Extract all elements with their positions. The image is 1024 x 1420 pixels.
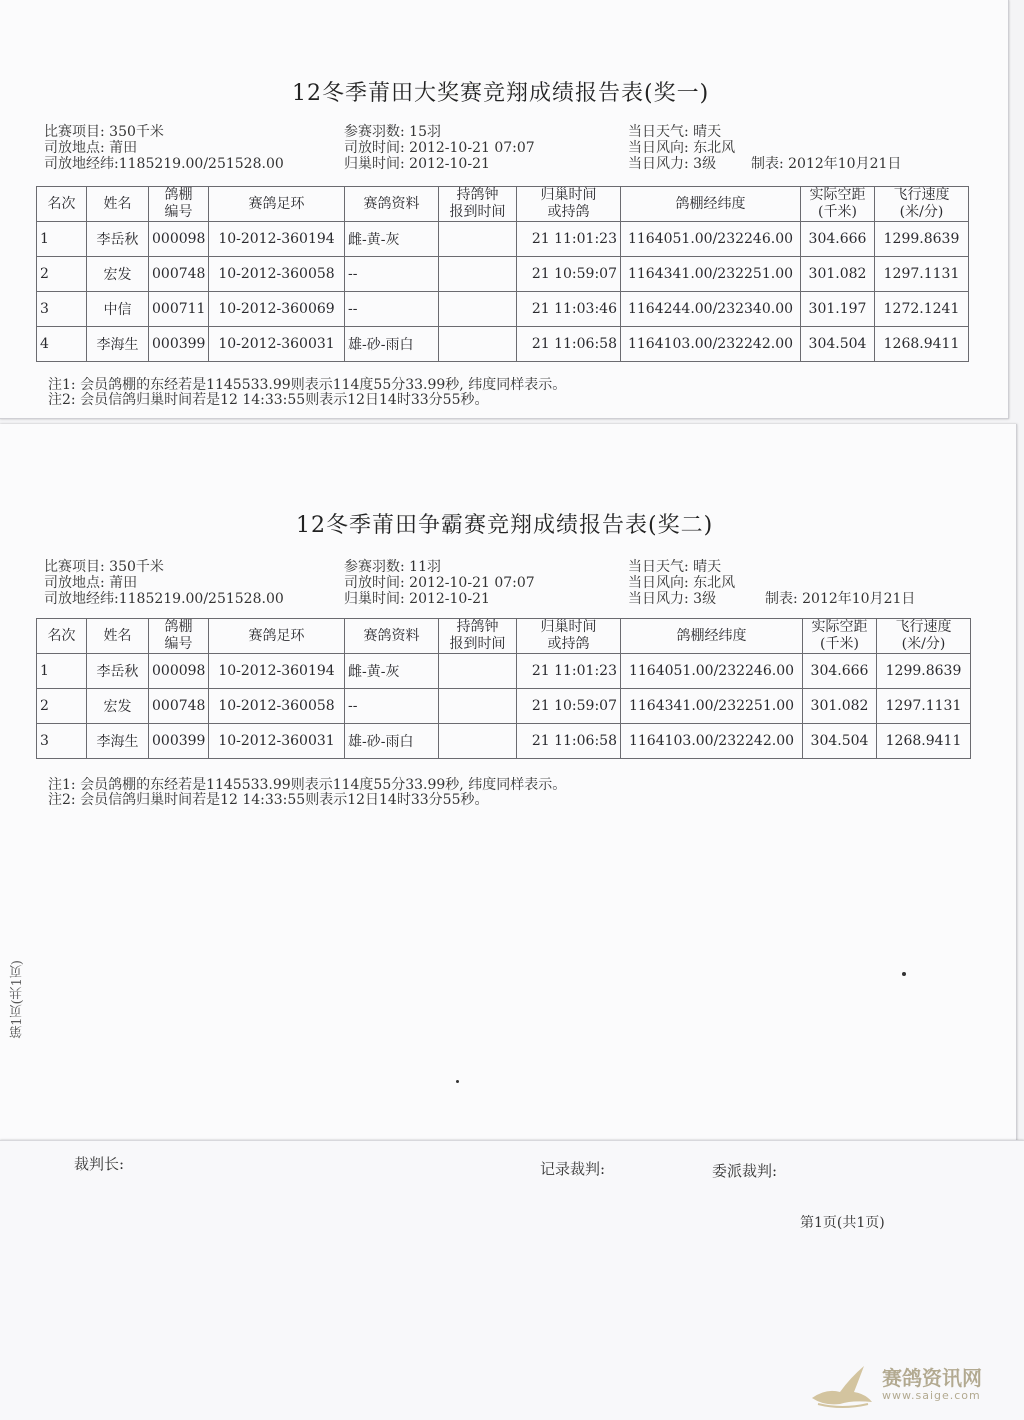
cell-info: 雄-砂-雨白 <box>345 724 439 759</box>
cell-clock <box>439 689 517 724</box>
table-row <box>37 724 971 759</box>
cell-arrival: 21 10:59:07 <box>517 257 621 292</box>
chief-judge-label: 裁判长: <box>74 1155 125 1173</box>
report-2-notes <box>48 778 566 808</box>
cell-name: 宏发 <box>87 689 149 724</box>
cell-distance: 304.504 <box>803 724 877 759</box>
note-1: 注1: 会员鸽棚的东经若是1145533.99则表示114度55分33.99秒, 纬度同样表示。 <box>48 377 567 393</box>
cell-ring: 10-2012-360069 <box>209 292 345 327</box>
cell-rank: 4 <box>37 327 87 362</box>
report-1-notes <box>48 378 566 408</box>
release-place: 司放地点: 莆田 <box>44 575 138 591</box>
cell-distance: 304.666 <box>803 654 877 689</box>
cell-distance: 304.666 <box>801 222 875 257</box>
col-name: 姓名 <box>87 619 149 654</box>
cell-arrival: 21 11:01:23 <box>517 654 621 689</box>
cell-info: -- <box>345 689 439 724</box>
cell-name: 宏发 <box>87 257 149 292</box>
cell-speed: 1299.8639 <box>877 654 971 689</box>
watermark-name: 赛鸽资讯网 <box>882 1365 982 1390</box>
cell-coords: 1164103.00/232242.00 <box>621 327 801 362</box>
table-row <box>37 222 969 257</box>
report-2-title: 12冬季莆田争霸赛竞翔成绩报告表(奖二) <box>296 513 714 538</box>
cell-info: -- <box>345 292 439 327</box>
entries: 参赛羽数: 15羽 <box>344 124 441 140</box>
note-2: 注2: 会员信鸽归巢时间若是12 14:33:55则表示12日14时33分55秒。 <box>48 792 489 808</box>
results-table-1 <box>36 186 969 362</box>
release-time: 司放时间: 2012-10-21 07:07 <box>344 575 535 591</box>
event: 比赛项目: 350千米 <box>44 124 164 140</box>
cell-name: 中信 <box>87 292 149 327</box>
release-place: 司放地点: 莆田 <box>44 140 138 156</box>
made-date: 制表: 2012年10月21日 <box>750 156 902 172</box>
watermark-url: www.saige.com <box>882 1388 981 1402</box>
cell-ring: 10-2012-360031 <box>209 327 345 362</box>
cell-clock <box>439 654 517 689</box>
cell-info: -- <box>345 257 439 292</box>
report-2-meta-left <box>44 559 284 607</box>
col-coords: 鸽棚经纬度 <box>621 619 803 654</box>
weather: 当日天气: 晴天 <box>628 124 722 140</box>
report-1-meta-right <box>628 124 901 172</box>
table-row <box>37 654 971 689</box>
col-loft: 鸽棚 编号 <box>149 187 209 222</box>
col-arrival: 归巢时间 或持鸽 <box>517 187 621 222</box>
col-ring: 赛鸽足环 <box>209 619 345 654</box>
page-number: 第1页(共1页) <box>800 1215 885 1231</box>
col-distance: 实际空距 (千米) <box>803 619 877 654</box>
cell-distance: 301.082 <box>801 257 875 292</box>
cell-distance: 304.504 <box>801 327 875 362</box>
report-2-meta-right <box>628 559 915 607</box>
col-info: 赛鸽资料 <box>345 619 439 654</box>
cell-name: 李岳秋 <box>87 222 149 257</box>
cell-arrival: 21 11:01:23 <box>517 222 621 257</box>
note-2: 注2: 会员信鸽归巢时间若是12 14:33:55则表示12日14时33分55秒。 <box>48 392 489 408</box>
cell-coords: 1164051.00/232246.00 <box>621 654 803 689</box>
col-coords: 鸽棚经纬度 <box>621 187 801 222</box>
col-loft: 鸽棚 编号 <box>149 619 209 654</box>
cell-coords: 1164341.00/232251.00 <box>621 257 801 292</box>
cell-arrival: 21 11:06:58 <box>517 724 621 759</box>
cell-rank: 2 <box>37 257 87 292</box>
col-arrival: 归巢时间 或持鸽 <box>517 619 621 654</box>
col-info: 赛鸽资料 <box>345 187 439 222</box>
cell-loft: 000399 <box>149 724 209 759</box>
cell-clock <box>439 292 517 327</box>
cell-info: 雄-砂-雨白 <box>345 327 439 362</box>
col-rank: 名次 <box>37 187 87 222</box>
cell-distance: 301.197 <box>801 292 875 327</box>
release-coords: 司放地经纬:1185219.00/251528.00 <box>44 156 284 172</box>
record-judge-label: 记录裁判: <box>540 1160 606 1178</box>
table-header-row <box>37 187 969 222</box>
cell-loft: 000098 <box>149 222 209 257</box>
cell-speed: 1268.9411 <box>877 724 971 759</box>
table-header-row <box>37 619 971 654</box>
return-time: 归巢时间: 2012-10-21 <box>344 156 490 172</box>
cell-ring: 10-2012-360031 <box>209 724 345 759</box>
table-row <box>37 292 969 327</box>
cell-distance: 301.082 <box>803 689 877 724</box>
cell-ring: 10-2012-360194 <box>209 222 345 257</box>
cell-clock <box>439 724 517 759</box>
report-sheet-1 <box>0 0 1009 419</box>
weather: 当日天气: 晴天 <box>628 559 722 575</box>
cell-info: 雌-黄-灰 <box>345 654 439 689</box>
wind-direction: 当日风向: 东北风 <box>628 140 736 156</box>
col-distance: 实际空距 (千米) <box>801 187 875 222</box>
cell-coords: 1164103.00/232242.00 <box>621 724 803 759</box>
report-1-title: 12冬季莆田大奖赛竞翔成绩报告表(奖一) <box>292 81 710 106</box>
cell-rank: 1 <box>37 654 87 689</box>
cell-speed: 1268.9411 <box>875 327 969 362</box>
wind-force <box>628 591 915 607</box>
cell-ring: 10-2012-360058 <box>209 257 345 292</box>
results-table-2 <box>36 618 971 759</box>
wind-force <box>628 156 901 172</box>
cell-rank: 1 <box>37 222 87 257</box>
cell-name: 李岳秋 <box>87 654 149 689</box>
assigned-judge-label: 委派裁判: <box>712 1162 778 1180</box>
table-row <box>37 689 971 724</box>
wind-direction: 当日风向: 东北风 <box>628 575 736 591</box>
cell-rank: 3 <box>37 292 87 327</box>
report-1-meta-left <box>44 124 284 172</box>
cell-name: 李海生 <box>87 724 149 759</box>
cell-coords: 1164244.00/232340.00 <box>621 292 801 327</box>
wind-force-value: 当日风力: 3级 <box>628 591 717 607</box>
cell-ring: 10-2012-360194 <box>209 654 345 689</box>
cell-coords: 1164051.00/232246.00 <box>621 222 801 257</box>
report-2-meta-mid <box>344 559 535 607</box>
event: 比赛项目: 350千米 <box>44 559 164 575</box>
cell-loft: 000399 <box>149 327 209 362</box>
cell-speed: 1272.1241 <box>875 292 969 327</box>
scan-speck <box>456 1080 459 1083</box>
wind-force-value: 当日风力: 3级 <box>628 156 717 172</box>
cell-rank: 3 <box>37 724 87 759</box>
scan-speck <box>902 972 906 976</box>
note-1: 注1: 会员鸽棚的东经若是1145533.99则表示114度55分33.99秒, 纬度同样表示。 <box>48 777 567 793</box>
side-page-stamp: 第1页(共1页) <box>10 960 25 1039</box>
cell-clock <box>439 257 517 292</box>
col-speed: 飞行速度 (米/分) <box>877 619 971 654</box>
cell-ring: 10-2012-360058 <box>209 689 345 724</box>
report-1-meta-mid <box>344 124 535 172</box>
cell-arrival: 21 11:03:46 <box>517 292 621 327</box>
col-ring: 赛鸽足环 <box>209 187 345 222</box>
cell-loft: 000711 <box>149 292 209 327</box>
col-rank: 名次 <box>37 619 87 654</box>
cell-speed: 1299.8639 <box>875 222 969 257</box>
col-clock: 持鸽钟 报到时间 <box>439 187 517 222</box>
table-row <box>37 327 969 362</box>
pigeon-logo-icon <box>806 1358 876 1410</box>
cell-loft: 000098 <box>149 654 209 689</box>
cell-arrival: 21 10:59:07 <box>517 689 621 724</box>
made-date: 制表: 2012年10月21日 <box>764 591 916 607</box>
cell-name: 李海生 <box>87 327 149 362</box>
cell-info: 雌-黄-灰 <box>345 222 439 257</box>
cell-speed: 1297.1131 <box>877 689 971 724</box>
cell-coords: 1164341.00/232251.00 <box>621 689 803 724</box>
entries: 参赛羽数: 11羽 <box>344 559 441 575</box>
report-sheet-2 <box>0 424 1017 1144</box>
cell-speed: 1297.1131 <box>875 257 969 292</box>
return-time: 归巢时间: 2012-10-21 <box>344 591 490 607</box>
cell-loft: 000748 <box>149 689 209 724</box>
col-speed: 飞行速度 (米/分) <box>875 187 969 222</box>
release-coords: 司放地经纬:1185219.00/251528.00 <box>44 591 284 607</box>
cell-clock <box>439 222 517 257</box>
col-name: 姓名 <box>87 187 149 222</box>
table-row <box>37 257 969 292</box>
col-clock: 持鸽钟 报到时间 <box>439 619 517 654</box>
cell-clock <box>439 327 517 362</box>
cell-loft: 000748 <box>149 257 209 292</box>
cell-arrival: 21 11:06:58 <box>517 327 621 362</box>
site-watermark <box>806 1358 982 1410</box>
release-time: 司放时间: 2012-10-21 07:07 <box>344 140 535 156</box>
cell-rank: 2 <box>37 689 87 724</box>
